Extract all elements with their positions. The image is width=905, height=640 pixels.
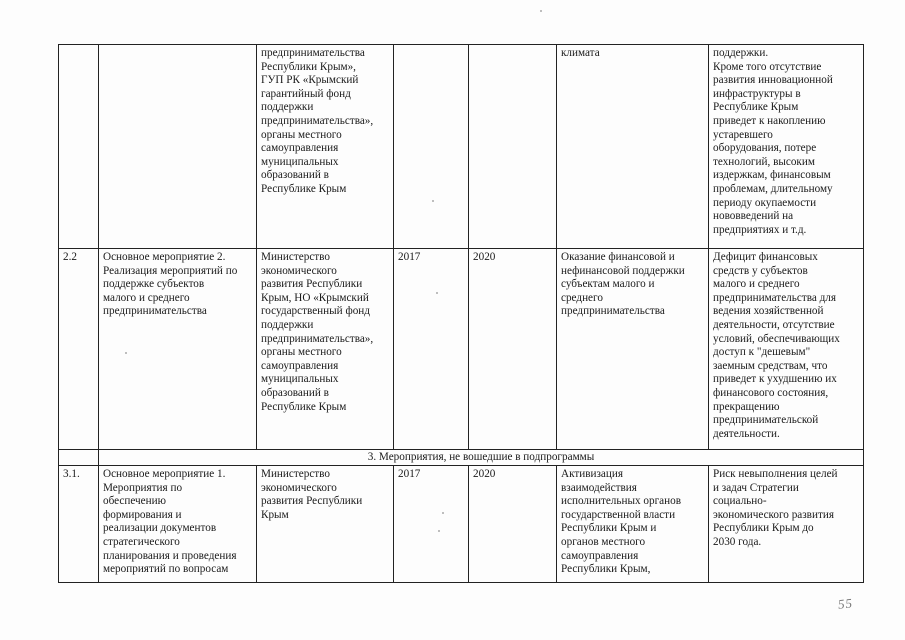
- consequence-cell: Дефицит финансовых средств у субъектов малого и среднего предпринимательства для ведения хозяйственной деятельности, отсутствие условий, обеспечивающих доступ к "дешевым" заемным средствам, что приведет к ухудшению их финансового состояния, прекращению предпринимательской деятельности.: [709, 249, 864, 450]
- end-year-cell: 2020: [469, 466, 557, 583]
- scan-speck: [125, 352, 127, 354]
- table-row: [59, 466, 864, 583]
- result-cell: Оказание финансовой и нефинансовой поддержки субъектам малого и среднего предпринимательства: [557, 249, 709, 450]
- section-header-row: [59, 450, 864, 466]
- executor-cell: предпринимательства Республики Крым», ГУП РК «Крымский гарантийный фонд поддержки предпринимательства», органы местного самоуправления муниципальных образований в Республике Крым: [257, 45, 394, 249]
- section-header: 3. Мероприятия, не вошедшие в подпрограммы: [99, 450, 864, 466]
- scan-speck: [540, 10, 542, 12]
- end-year-cell: [469, 45, 557, 249]
- row-number: [59, 45, 99, 249]
- scan-speck: [436, 292, 438, 294]
- row-number: 3.1.: [59, 466, 99, 583]
- page-number: 55: [837, 595, 854, 612]
- table-row: [59, 249, 864, 450]
- consequence-cell: Риск невыполнения целей и задач Стратегии социально- экономического развития Республики Крым до 2030 года.: [709, 466, 864, 583]
- scan-speck: [432, 200, 434, 202]
- start-year-cell: 2017: [394, 466, 469, 583]
- consequence-cell: поддержки. Кроме того отсутствие развития инновационной инфраструктуры в Республике Крым приведет к накоплению устаревшего оборудования, потере технологий, высоким издержкам, финансовым проблемам, длительному периоду окупаемости нововведений на предприятиях и т.д.: [709, 45, 864, 249]
- executor-cell: Министерство экономического развития Республики Крым, НО «Крымский государственный фонд поддержки предпринимательства», органы местного самоуправления муниципальных образований в Республике Крым: [257, 249, 394, 450]
- scan-speck: [442, 512, 444, 514]
- result-cell: Активизация взаимодействия исполнительных органов государственной власти Республики Крым и органов местного самоуправления Республики Крым,: [557, 466, 709, 583]
- start-year-cell: [394, 45, 469, 249]
- end-year-cell: 2020: [469, 249, 557, 450]
- start-year-cell: 2017: [394, 249, 469, 450]
- event-cell: Основное мероприятие 1. Мероприятия по обеспечению формирования и реализации документов стратегического планирования и проведения мероприятий по вопросам: [99, 466, 257, 583]
- result-cell: климата: [557, 45, 709, 249]
- section-spacer: [59, 450, 99, 466]
- event-cell: Основное мероприятие 2. Реализация мероприятий по поддержке субъектов малого и среднего предпринимательства: [99, 249, 257, 450]
- row-number: 2.2: [59, 249, 99, 450]
- measures-table: [58, 44, 864, 583]
- scan-speck: [438, 530, 440, 532]
- event-cell: [99, 45, 257, 249]
- executor-cell: Министерство экономического развития Республики Крым: [257, 466, 394, 583]
- table-row: [59, 45, 864, 249]
